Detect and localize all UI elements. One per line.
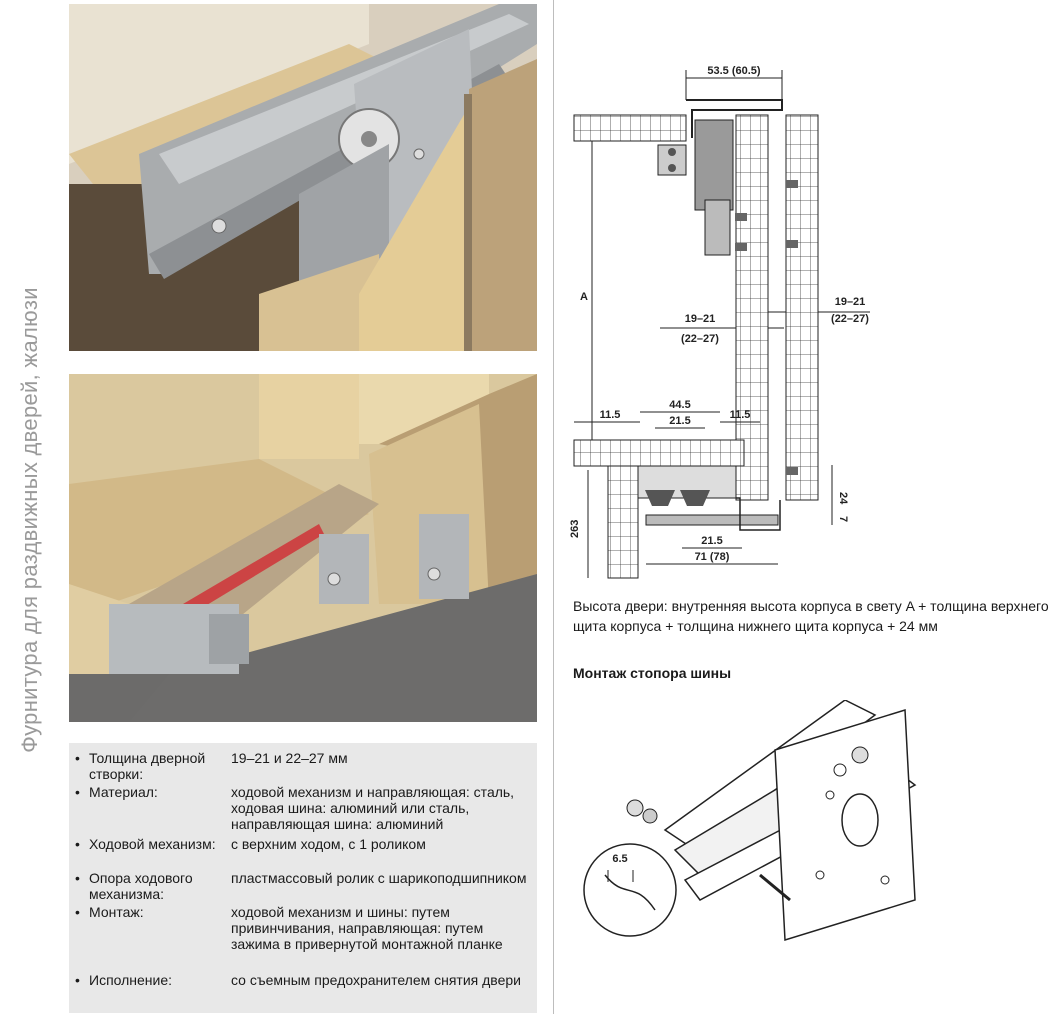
dim-11-5-right: 11.5: [729, 409, 751, 421]
spec-label: Исполнение:: [89, 972, 173, 988]
dim-263: 263: [569, 519, 581, 538]
dim-thickness-right-alt: (22–27): [831, 313, 869, 325]
dim-24: 24: [837, 492, 849, 505]
spec-label: Материал:: [89, 784, 158, 800]
spec-value: ходовой механизм и шины: путем привинчивания, направляющая: путем зажима в привернутой монтажной планке: [231, 904, 503, 952]
dim-71: 71 (78): [694, 551, 730, 563]
spec-value: с верхним ходом, с 1 роликом: [231, 836, 426, 852]
spec-bullet: •: [75, 972, 80, 988]
column-divider: [553, 0, 554, 1014]
section-drawing: [560, 60, 1054, 590]
dim-11-5-left: 11.5: [599, 409, 621, 421]
spec-value: пластмассовый ролик с шарикоподшипником: [231, 870, 527, 886]
spec-value: ходовой механизм и направляющая: сталь, ходовая шина: алюминий или сталь, направляющая шина: алюминий: [231, 784, 515, 832]
spec-bullet: •: [75, 904, 80, 920]
door-height-caption: Высота двери: внутренняя высота корпуса в свету A + толщина верхнего щита корпуса + толщина нижнего щита корпуса + 24 мм: [573, 598, 1049, 634]
dim-7: 7: [837, 516, 849, 523]
stopper-mounting-illustration: [575, 700, 1054, 1010]
spec-value: 19–21 и 22–27 мм: [231, 750, 348, 766]
spec-bullet: •: [75, 750, 80, 766]
side-title: [0, 0, 60, 1014]
dim-21-5-top: 21.5: [669, 415, 691, 427]
dim-thickness-left: 19–21: [684, 313, 716, 325]
section-heading: Монтаж стопора шины: [573, 665, 732, 681]
dim-21-5-bottom: 21.5: [701, 535, 723, 547]
spec-label: Ходовой механизм:: [89, 836, 216, 852]
specifications-list: [69, 743, 537, 1013]
spec-label: Монтаж:: [89, 904, 144, 920]
dim-a: A: [580, 291, 588, 303]
bottom-guide-photo: [69, 374, 537, 722]
spec-bullet: •: [75, 870, 80, 886]
side-title-text: Фурнитура для раздвижных дверей, жалюзи: [17, 287, 42, 753]
spec-bullet: •: [75, 836, 80, 852]
dim-53-5: 53.5 (60.5): [707, 65, 761, 77]
dim-6-5: 6.5: [612, 853, 628, 865]
top-track-photo: [69, 4, 537, 351]
spec-label: Толщина дверной створки:: [89, 750, 206, 782]
dim-44-5: 44.5: [669, 399, 691, 411]
spec-value: со съемным предохранителем снятия двери: [231, 972, 521, 988]
spec-label: Опора ходового механизма:: [89, 870, 193, 902]
dim-thickness-left-alt: (22–27): [681, 333, 719, 345]
dim-thickness-right: 19–21: [834, 296, 866, 308]
spec-bullet: •: [75, 784, 80, 800]
